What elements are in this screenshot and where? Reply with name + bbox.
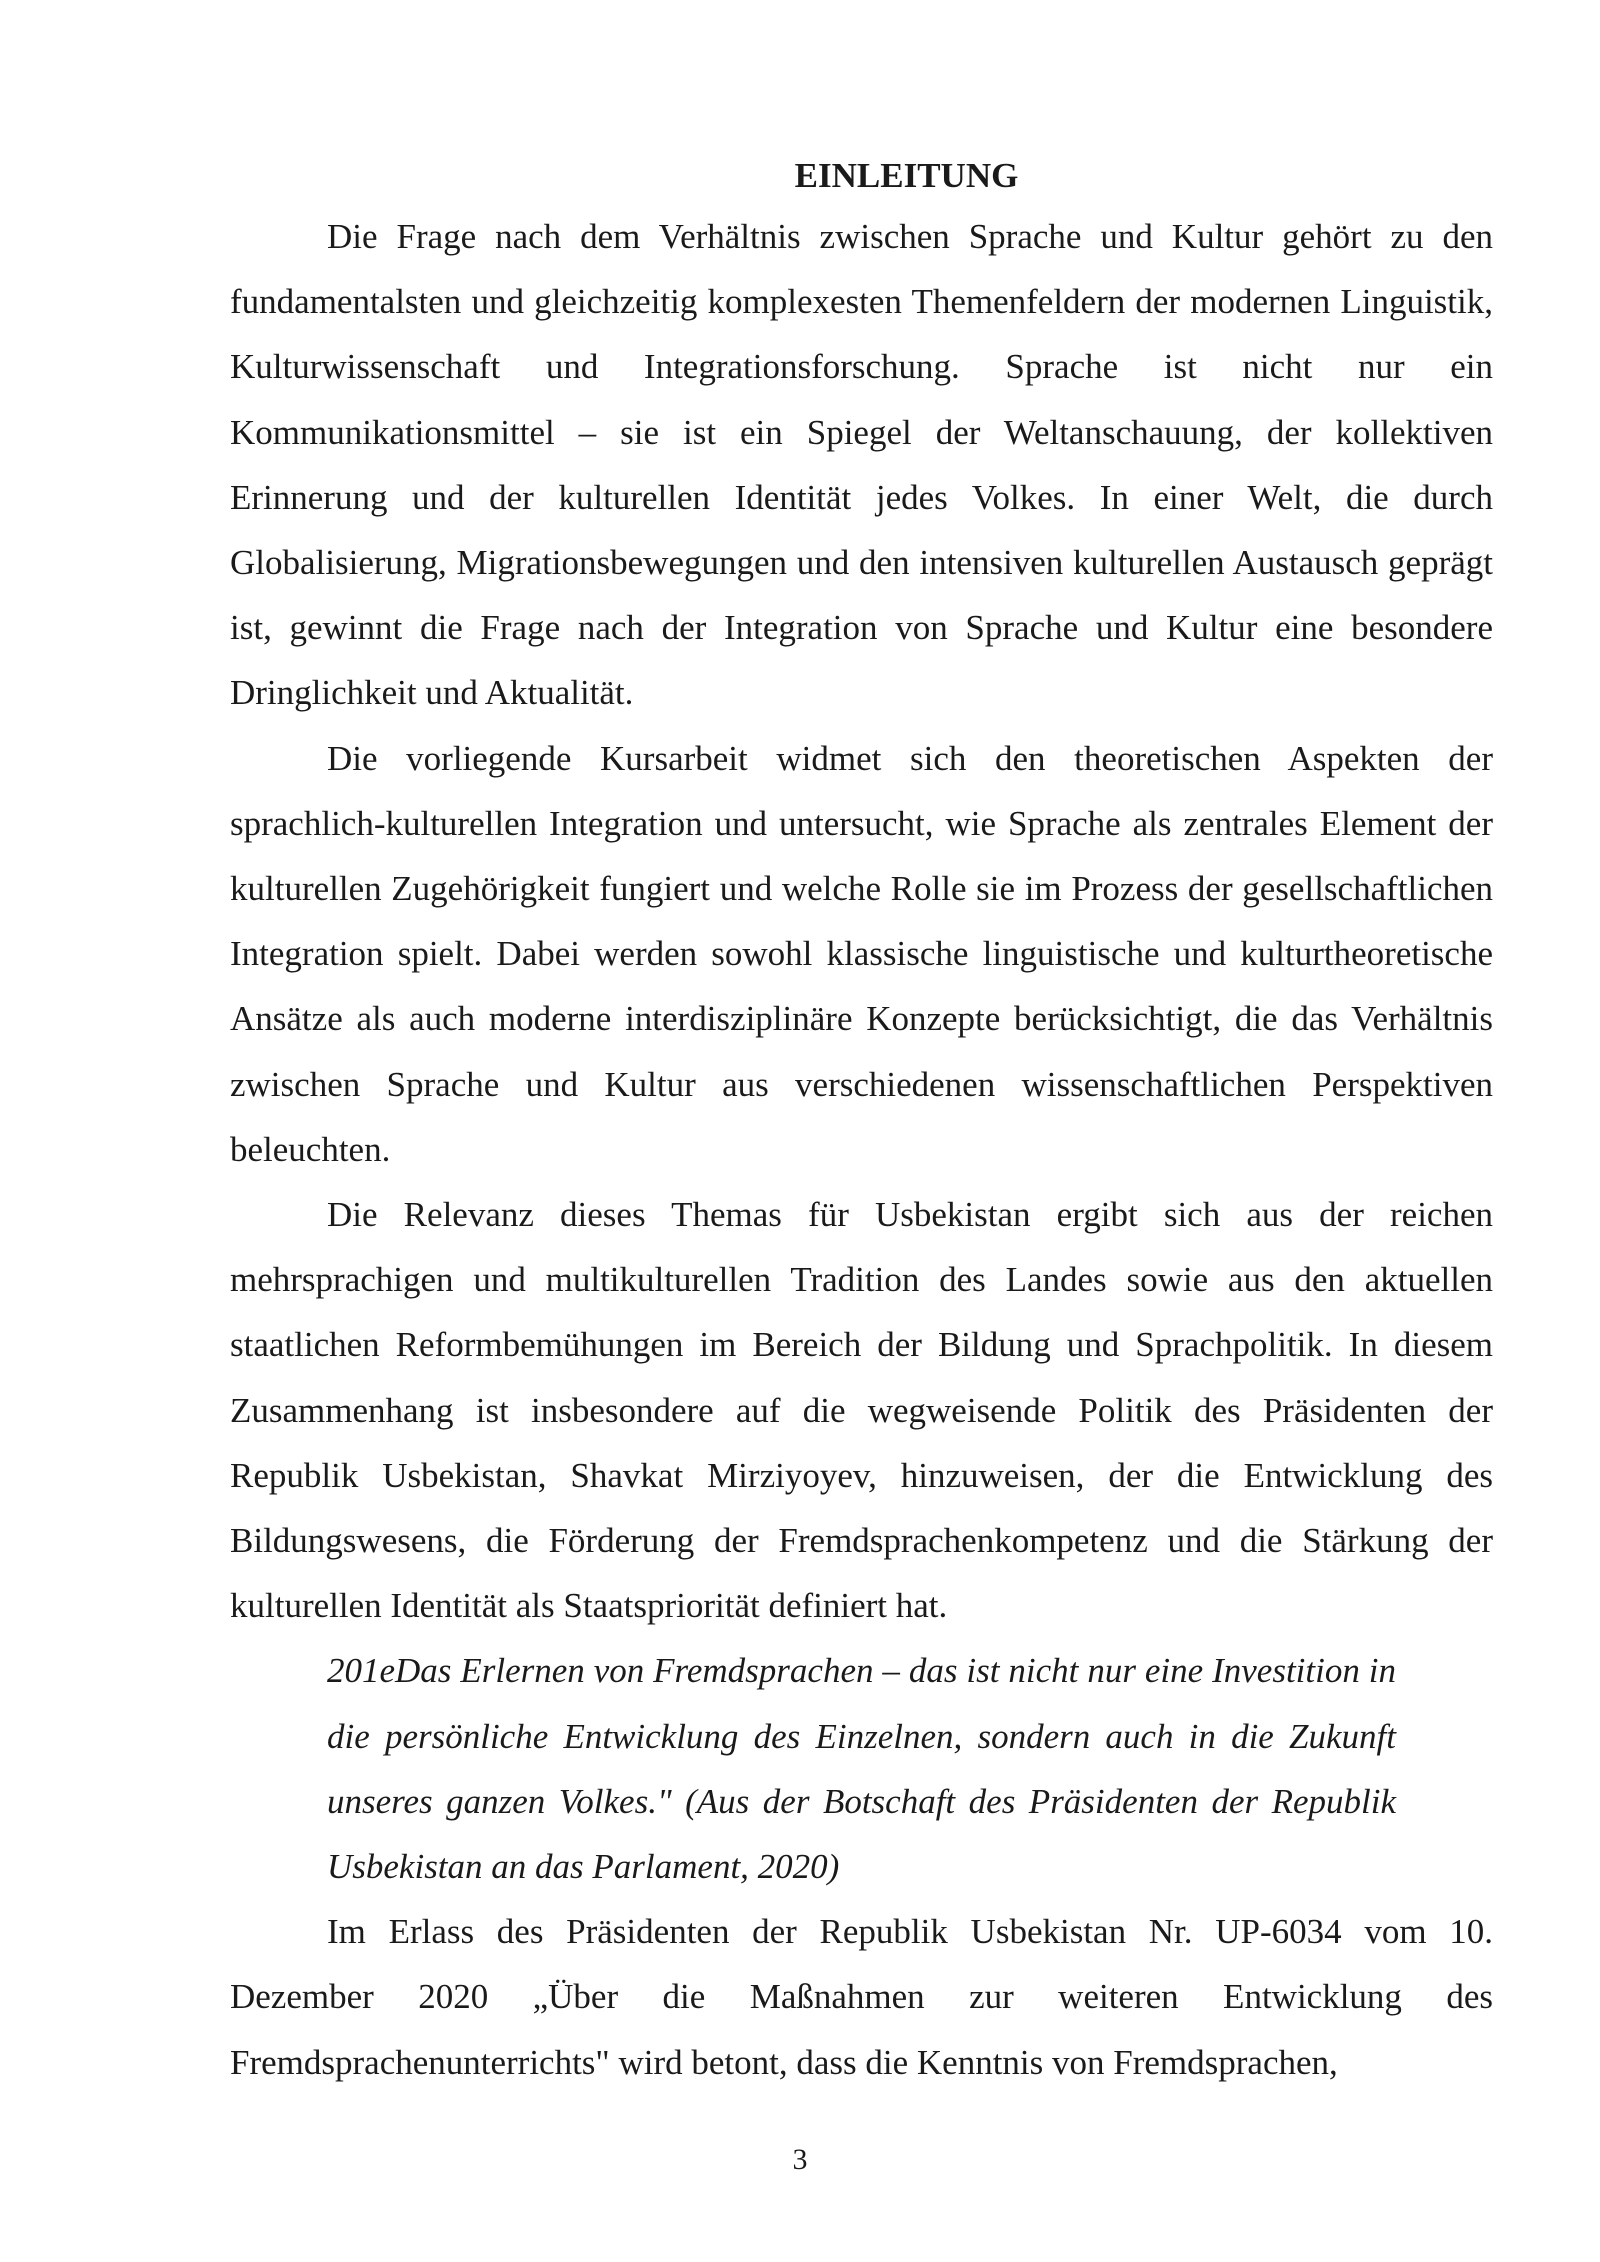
paragraph-1: Die Frage nach dem Verhältnis zwischen Sprache und Kultur gehört zu den fundamentalsten und gleichzeitig komplexesten Themenfeldern der modernen Linguistik, Kulturwissenschaft und Integrationsforschung. Sprache ist nicht nur ein Kommunikationsmittel – sie ist ein Spiegel der Weltanschauung, der kollektiven Erinnerung und der kulturellen Identität jedes Volkes. In einer Welt, die durch Globalisierung, Migrationsbewegungen und den intensiven kulturellen Austausch geprägt ist, gewinnt die Frage nach der Integration von Sprache und Kultur eine besondere Dringlichkeit und Aktualität. xyxy=(230,217,1493,713)
paragraph-2: Die vorliegende Kursarbeit widmet sich den theoretischen Aspekten der sprachlich-kulturellen Integration und untersucht, wie Sprache als zentrales Element der kulturellen Zugehörigkeit fungiert und welche Rolle sie im Prozess der gesellschaftlichen Integration spielt. Dabei werden sowohl klassische linguistische und kulturtheoretische Ansätze als auch moderne interdisziplinäre Konzepte berücksichtigt, die das Verhältnis zwischen Sprache und Kultur aus verschiedenen wissenschaftlichen Perspektiven beleuchten. xyxy=(230,738,1493,1169)
page-number: 3 xyxy=(792,2143,808,2176)
paragraph-3: Die Relevanz dieses Themas für Usbekistan ergibt sich aus der reichen mehrsprachigen und multikulturellen Tradition des Landes sowie aus den aktuellen staatlichen Reformbemühungen im Bereich der Bildung und Sprachpolitik. In diesem Zusammenhang ist insbesondere auf die wegweisende Politik des Präsidenten der Republik Usbekistan, Shavkat Mirziyoyev, hinzuweisen, der die Entwicklung des Bildungswesens, die Förderung der Fremdsprachenkompetenz und die Stärkung der kulturellen Identität als Staatspriorität definiert hat. xyxy=(230,1195,1493,1626)
president-quote: 201eDas Erlernen von Fremdsprachen – das ist nicht nur eine Investition in die persönliche Entwicklung des Einzelnen, sondern auch in die Zukunft unseres ganzen Volkes." (Aus der Botschaft des Präsidenten der Republik Usbekistan an das Parlament, 2020) xyxy=(327,1651,1396,1887)
document-page xyxy=(230,148,1493,2095)
paragraph-4: Im Erlass des Präsidenten der Republik Usbekistan Nr. UP-6034 vom 10. Dezember 2020 „Über die Maßnahmen zur weiteren Entwicklung des Fremdsprachenunterrichts" wird betont, dass die Kenntnis von Fremdsprachen, xyxy=(230,1912,1493,2082)
section-heading: EINLEITUNG xyxy=(794,156,1019,195)
